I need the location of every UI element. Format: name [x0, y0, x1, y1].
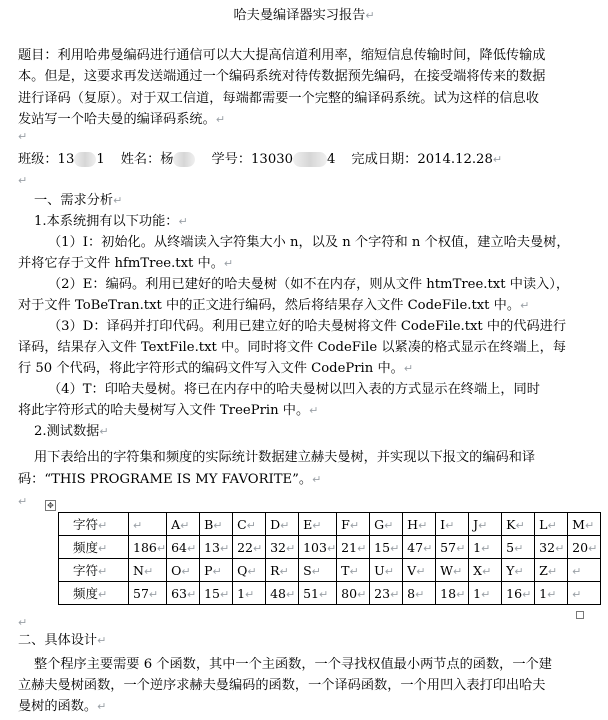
table-cell: 103↵ [299, 536, 337, 559]
row-label: 字符↵ [59, 559, 129, 582]
cell-end-mark: ↵ [98, 588, 108, 601]
cell-end-mark: ↵ [423, 541, 433, 555]
table-cell: R↵ [266, 559, 299, 582]
table-cell: 16↵ [502, 582, 535, 605]
cell-end-mark: ↵ [555, 541, 565, 555]
cell-end-mark: ↵ [98, 565, 108, 578]
table-cell: 1↵ [233, 582, 266, 605]
cell-end-mark: ↵ [252, 541, 263, 555]
table-cell [568, 559, 601, 582]
table-cell: P↵ [200, 559, 233, 582]
table-cell: X↵ [469, 559, 502, 582]
cell-end-mark: ↵ [285, 541, 296, 555]
cell-end-mark: ↵ [588, 541, 598, 555]
cell-end-mark: ↵ [245, 587, 255, 601]
table-cell: 18↵ [436, 582, 469, 605]
cell-end-mark: ↵ [98, 542, 108, 555]
redacted-blur [173, 152, 195, 167]
table-cell: A↵ [167, 513, 200, 536]
cell-end-mark: ↵ [133, 518, 143, 532]
cell-end-mark: ↵ [547, 518, 557, 532]
cell-end-mark: ↵ [186, 541, 197, 555]
cell-end-mark: ↵ [213, 518, 223, 532]
redacted-blur [74, 152, 96, 167]
cell-end-mark: ↵ [482, 564, 492, 578]
table-cell: 47↵ [403, 536, 436, 559]
cell-end-mark: ↵ [390, 541, 400, 555]
cell-end-mark: ↵ [547, 587, 557, 601]
cell-end-mark: ↵ [311, 564, 321, 578]
blank-paragraph: ↵ [18, 616, 28, 629]
cell-end-mark: ↵ [522, 587, 532, 601]
cell-end-mark: ↵ [318, 587, 329, 601]
class-label: 班级：13 [18, 152, 75, 167]
cell-end-mark: ↵ [148, 587, 159, 601]
report-title: 哈夫曼编译器实习报告↵ [233, 8, 375, 23]
cell-end-mark: ↵ [481, 541, 491, 555]
table-cell [568, 582, 601, 605]
cell-end-mark: ↵ [456, 541, 466, 555]
row-label: 字符↵ [59, 513, 129, 536]
table-cell: Z↵ [535, 559, 568, 582]
table-cell: S↵ [299, 559, 337, 582]
item-2-heading: 2.测试数据↵ [34, 424, 109, 439]
cell-end-mark: ↵ [456, 587, 466, 601]
table-cell: T↵ [337, 559, 370, 582]
table-cell: 1↵ [535, 582, 568, 605]
table-cell: H↵ [403, 513, 436, 536]
row-label: 频度↵ [59, 536, 129, 559]
cell-end-mark: ↵ [384, 518, 394, 532]
table-resize-handle[interactable] [576, 611, 584, 619]
cell-end-mark: ↵ [143, 564, 154, 578]
table-cell: 20↵ [568, 536, 601, 559]
cell-end-mark: ↵ [326, 541, 337, 555]
cell-end-mark: ↵ [547, 564, 558, 578]
func-line-9: 将此字符形式的哈夫曼树写入文件 TreePrin 中。↵ [18, 403, 319, 418]
table-cell: 5↵ [502, 536, 535, 559]
table-cell: 8↵ [403, 582, 436, 605]
func-line-5: （3）D：译码并打印代码。利用已建立好的哈夫曼树将文件 CodeFile.txt 中的代码进行 [48, 319, 567, 334]
section1-heading: 一、需求分析↵ [34, 193, 123, 208]
table-cell: W↵ [436, 559, 469, 582]
table-row [59, 582, 601, 605]
table-cell: 32↵ [535, 536, 568, 559]
cell-end-mark: ↵ [572, 587, 582, 601]
table-cell [129, 513, 167, 536]
table-cell: 22↵ [233, 536, 266, 559]
func-line-1: （1）I：初始化。从终端读入字符集大小 n，以及 n 个字符和 n 个权值，建立哈夫曼树， [48, 235, 570, 250]
table-cell: U↵ [370, 559, 403, 582]
cell-end-mark: ↵ [416, 564, 426, 578]
table-cell: 80↵ [337, 582, 370, 605]
row-label: 频度↵ [59, 582, 129, 605]
id-label: 学号：13030 [211, 152, 293, 167]
cell-end-mark: ↵ [418, 518, 428, 532]
table-cell: O↵ [167, 559, 200, 582]
table-cell: 64↵ [167, 536, 200, 559]
table-row [59, 513, 601, 536]
cell-end-mark: ↵ [279, 564, 289, 578]
table-cell: M↵ [568, 513, 601, 536]
cell-end-mark: ↵ [98, 519, 108, 532]
test-line-1: 用下表给出的字符集和频度的实际统计数据建立赫夫曼树，并实现以下报文的编码和译 [34, 450, 536, 465]
cell-end-mark: ↵ [515, 518, 525, 532]
test-line-2: 码：“THIS PROGRAME IS MY FAVORITE”。↵ [18, 472, 322, 487]
cell-end-mark: ↵ [246, 518, 256, 532]
cell-end-mark: ↵ [186, 587, 197, 601]
cell-end-mark: ↵ [478, 518, 488, 532]
blank-paragraph: ↵ [18, 495, 28, 508]
cell-end-mark: ↵ [285, 587, 296, 601]
table-cell: D↵ [266, 513, 299, 536]
table-cell: N↵ [129, 559, 167, 582]
table-move-handle-icon[interactable]: ✥ [45, 500, 56, 511]
section2-heading: 二、具体设计↵ [18, 633, 107, 648]
table-cell: I↵ [436, 513, 469, 536]
topic-line-4: 发站写一个哈夫曼的编译码系统。↵ [18, 112, 226, 127]
table-cell: 63↵ [167, 582, 200, 605]
table-cell: L↵ [535, 513, 568, 536]
table-cell: 57↵ [129, 582, 167, 605]
table-cell: 23↵ [370, 582, 403, 605]
func-line-2: 并将它存于文件 hfmTree.txt 中。↵ [18, 256, 234, 271]
func-line-3: （2）E：编码。利用已建好的哈夫曼树（如不在内存，则从文件 htmTree.txt 中读入）， [48, 277, 570, 292]
table-cell: 32↵ [266, 536, 299, 559]
blank-paragraph: ↵ [18, 174, 28, 187]
table-cell: C↵ [233, 513, 266, 536]
redacted-blur [293, 152, 327, 167]
table-cell: 13↵ [200, 536, 233, 559]
cell-end-mark: ↵ [212, 564, 222, 578]
table-cell: 1↵ [469, 582, 502, 605]
cell-end-mark: ↵ [312, 518, 322, 532]
table-cell: E↵ [299, 513, 337, 536]
frequency-table [58, 512, 601, 605]
table-cell: 21↵ [337, 536, 370, 559]
table-cell: F↵ [337, 513, 370, 536]
cell-end-mark: ↵ [584, 518, 595, 532]
topic-line-3: 进行译码（复原）。对于双工信道，每端都需要一个完整的编译码系统。试为这样的信息收 [18, 91, 539, 106]
design-line-1: 整个程序主要需要 6 个函数，其中一个主函数，一个寻找权值最小两节点的函数，一个建 [34, 657, 552, 672]
table-cell: B↵ [200, 513, 233, 536]
cell-end-mark: ↵ [572, 564, 582, 578]
topic-line-2: 本。但是，这要求再发送端通过一个编码系统对待传数据预先编码，在接受端将传来的数据 [18, 69, 546, 84]
cell-end-mark: ↵ [415, 587, 425, 601]
cell-end-mark: ↵ [481, 587, 491, 601]
table-cell: 1↵ [469, 536, 502, 559]
table-cell: K↵ [502, 513, 535, 536]
design-line-3: 曼树的函数。↵ [18, 699, 107, 714]
cell-end-mark: ↵ [514, 541, 524, 555]
cell-end-mark: ↵ [384, 564, 394, 578]
table-cell: G↵ [370, 513, 403, 536]
func-line-7: 行 50 个代码，将此字符形式的编码文件写入文件 CodePrin 中。↵ [18, 361, 414, 376]
func-line-4: 对于文件 ToBeTran.txt 中的正文进行编码，然后将结果存入文件 CodeFile.txt 中。↵ [18, 298, 530, 313]
item-1-heading: 1.本系统拥有以下功能：↵ [34, 214, 188, 229]
blank-paragraph: ↵ [18, 130, 28, 143]
cell-end-mark: ↵ [514, 564, 524, 578]
table-cell: 15↵ [200, 582, 233, 605]
cell-end-mark: ↵ [280, 518, 290, 532]
student-info-line: 班级：13 1 姓名：杨 学号：13030 4 完成日期：2014.12.28↵ [18, 152, 503, 167]
table-cell: 186↵ [129, 536, 167, 559]
topic-line-1: 题目：利用哈弗曼编码进行通信可以大大提高信道利用率，缩短信息传输时间，降低传输成 [18, 48, 546, 63]
table-row [59, 559, 601, 582]
name-label: 姓名：杨 [120, 152, 174, 167]
cell-end-mark: ↵ [349, 518, 360, 532]
table-cell: 57↵ [436, 536, 469, 559]
func-line-8: （4）T：印哈夫曼树。将已在内存中的哈夫曼树以凹入表的方式显示在终端上，同时 [48, 382, 540, 397]
cell-end-mark: ↵ [390, 587, 400, 601]
func-line-6: 译码，结果存入文件 TextFile.txt 中。同时将文件 CodeFile 以紧凑的格式显示在终端上，每 [18, 340, 566, 355]
cell-end-mark: ↵ [247, 564, 257, 578]
cell-end-mark: ↵ [156, 541, 167, 555]
table-cell: Q↵ [233, 559, 266, 582]
table-cell: J↵ [469, 513, 502, 536]
table-cell: 15↵ [370, 536, 403, 559]
date-label: 完成日期：2014.12.28 [351, 152, 493, 167]
table-cell: Y↵ [502, 559, 535, 582]
cell-end-mark: ↵ [357, 541, 367, 555]
cell-end-mark: ↵ [349, 564, 359, 578]
table-cell: 48↵ [266, 582, 299, 605]
design-line-2: 立赫夫曼树函数，一个逆序求赫夫曼编码的函数，一个译码函数，一个用凹入表打印出哈夫 [18, 678, 546, 693]
cell-end-mark: ↵ [453, 564, 463, 578]
cell-end-mark: ↵ [445, 518, 455, 532]
table-cell: V↵ [403, 559, 436, 582]
cell-end-mark: ↵ [180, 518, 190, 532]
cell-end-mark: ↵ [357, 587, 367, 601]
cell-end-mark: ↵ [219, 541, 230, 555]
cell-end-mark: ↵ [219, 587, 230, 601]
table-row [59, 536, 601, 559]
cell-end-mark: ↵ [181, 564, 191, 578]
table-cell: 51↵ [299, 582, 337, 605]
